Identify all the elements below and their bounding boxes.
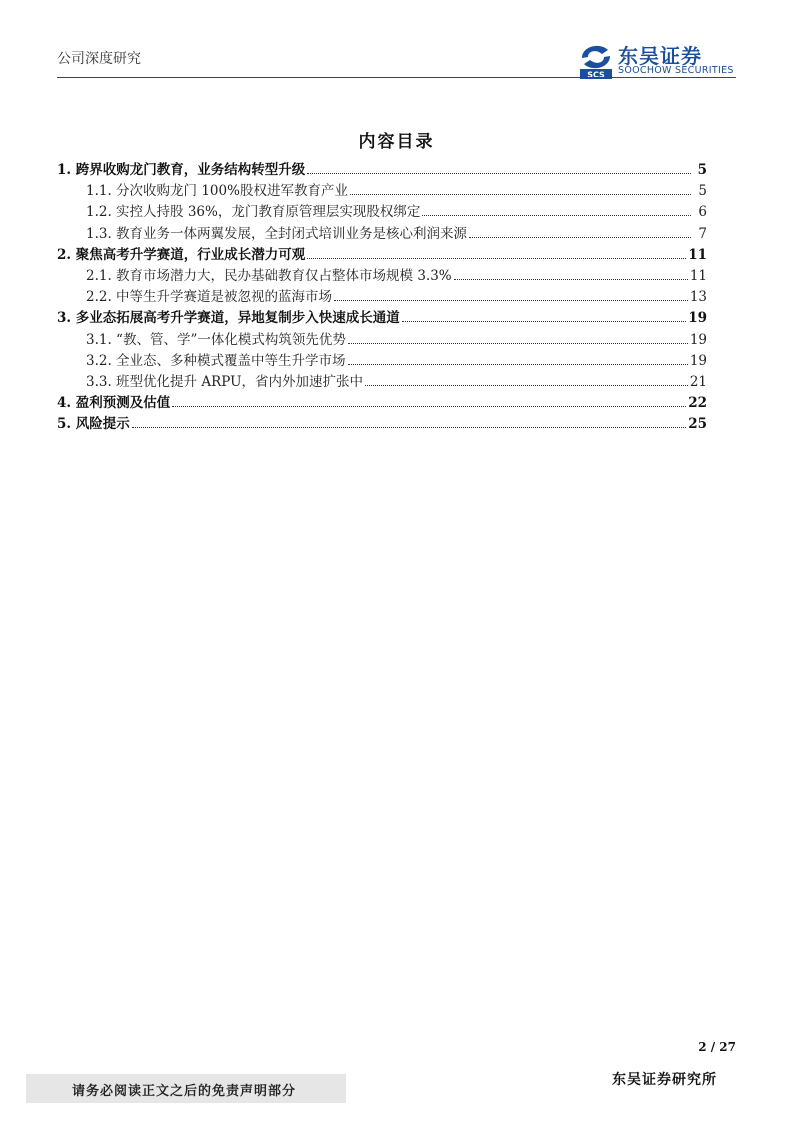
- toc-entry-text: 3.1. “教、管、学”一体化模式构筑领先优势: [86, 331, 346, 348]
- toc-entry[interactable]: [57, 222, 707, 243]
- toc-leader-dots: [454, 268, 688, 280]
- toc-leader-dots: [350, 183, 691, 195]
- toc-entry[interactable]: [57, 179, 707, 200]
- toc-entry[interactable]: [57, 412, 707, 433]
- disclaimer-banner: [26, 1074, 346, 1103]
- toc-leader-dots: [422, 204, 691, 216]
- toc-entry-text: 3.3. 班型优化提升 ARPU，省内外加速扩张中: [86, 373, 363, 390]
- toc-entry-text: 1.3. 教育业务一体两翼发展，全封闭式培训业务是核心利润来源: [86, 225, 468, 242]
- toc-leader-dots: [307, 247, 686, 259]
- disclaimer-text: 请务必阅读正文之后的免责声明部分: [72, 1084, 297, 1099]
- header-divider: [57, 77, 736, 78]
- toc-entry-text: 5. 风险提示: [57, 416, 130, 433]
- toc-entry[interactable]: [57, 285, 707, 306]
- toc-entry-page: 6: [698, 204, 707, 221]
- toc-entry-text: 3.2. 全业态、多种模式覆盖中等生升学市场: [86, 352, 346, 369]
- toc-leader-dots: [469, 226, 691, 238]
- toc-leader-dots: [348, 332, 688, 344]
- toc-entry-text: 2.1. 教育市场潜力大，民办基础教育仅占整体市场规模 3.3%: [86, 267, 452, 284]
- toc-entry-text: 4. 盈利预测及估值: [57, 395, 171, 412]
- toc-leader-dots: [132, 416, 686, 428]
- toc-entry-text: 2.2. 中等生升学赛道是被忽视的蓝海市场: [86, 289, 333, 306]
- toc-leader-dots: [172, 395, 686, 407]
- toc-leader-dots: [307, 162, 691, 174]
- soochow-logo-icon: [578, 42, 614, 80]
- toc-entry-page: 13: [689, 289, 707, 306]
- toc-entry-text: 1. 跨界收购龙门教育，业务结构转型升级: [57, 162, 306, 178]
- toc-entry[interactable]: [57, 328, 707, 349]
- logo-mark-text: SCS: [587, 70, 605, 80]
- page-number: 2 / 27: [698, 1040, 736, 1054]
- toc-leader-dots: [365, 374, 688, 386]
- toc-entry-page: 19: [689, 331, 707, 348]
- toc-entry-page: 7: [698, 225, 707, 242]
- toc-entry[interactable]: [57, 306, 707, 327]
- toc-entry-page: 11: [689, 267, 707, 284]
- toc-entry-text: 1.1. 分次收购龙门 100%股权进军教育产业: [86, 183, 348, 200]
- toc-entry-page: 22: [688, 395, 707, 412]
- brand-name-cn: 东吴证券: [618, 44, 702, 68]
- toc-entry[interactable]: [57, 370, 707, 391]
- toc-entry[interactable]: [57, 391, 707, 412]
- toc-entry-text: 1.2. 实控人持股 36%，龙门教育原管理层实现股权绑定: [86, 204, 421, 221]
- table-of-contents: [57, 158, 707, 433]
- report-type-label: 公司深度研究: [57, 51, 141, 67]
- toc-leader-dots: [334, 289, 688, 301]
- toc-entry-page: 5: [698, 183, 707, 200]
- toc-entry[interactable]: [57, 200, 707, 221]
- toc-entry-page: 11: [688, 246, 707, 263]
- toc-entry-text: 3. 多业态拓展高考升学赛道，异地复制步入快速成长通道: [57, 310, 400, 327]
- toc-entry-page: 5: [697, 162, 707, 178]
- toc-entry-page: 25: [688, 416, 707, 433]
- toc-entry-page: 21: [689, 373, 707, 390]
- toc-entry-page: 19: [689, 352, 707, 369]
- toc-title: 内容目录: [358, 132, 435, 152]
- toc-leader-dots: [348, 353, 688, 365]
- toc-entry-text: 2. 聚焦高考升学赛道，行业成长潜力可观: [57, 246, 306, 263]
- toc-entry[interactable]: [57, 243, 707, 264]
- toc-entry[interactable]: [57, 349, 707, 370]
- toc-entry-page: 19: [688, 310, 707, 327]
- company-logo: [578, 42, 738, 80]
- toc-leader-dots: [402, 310, 686, 322]
- institute-name: 东吴证券研究所: [612, 1072, 717, 1088]
- toc-entry[interactable]: [57, 158, 707, 179]
- toc-entry[interactable]: [57, 264, 707, 285]
- brand-name-en: SOOCHOW SECURITIES: [618, 65, 734, 76]
